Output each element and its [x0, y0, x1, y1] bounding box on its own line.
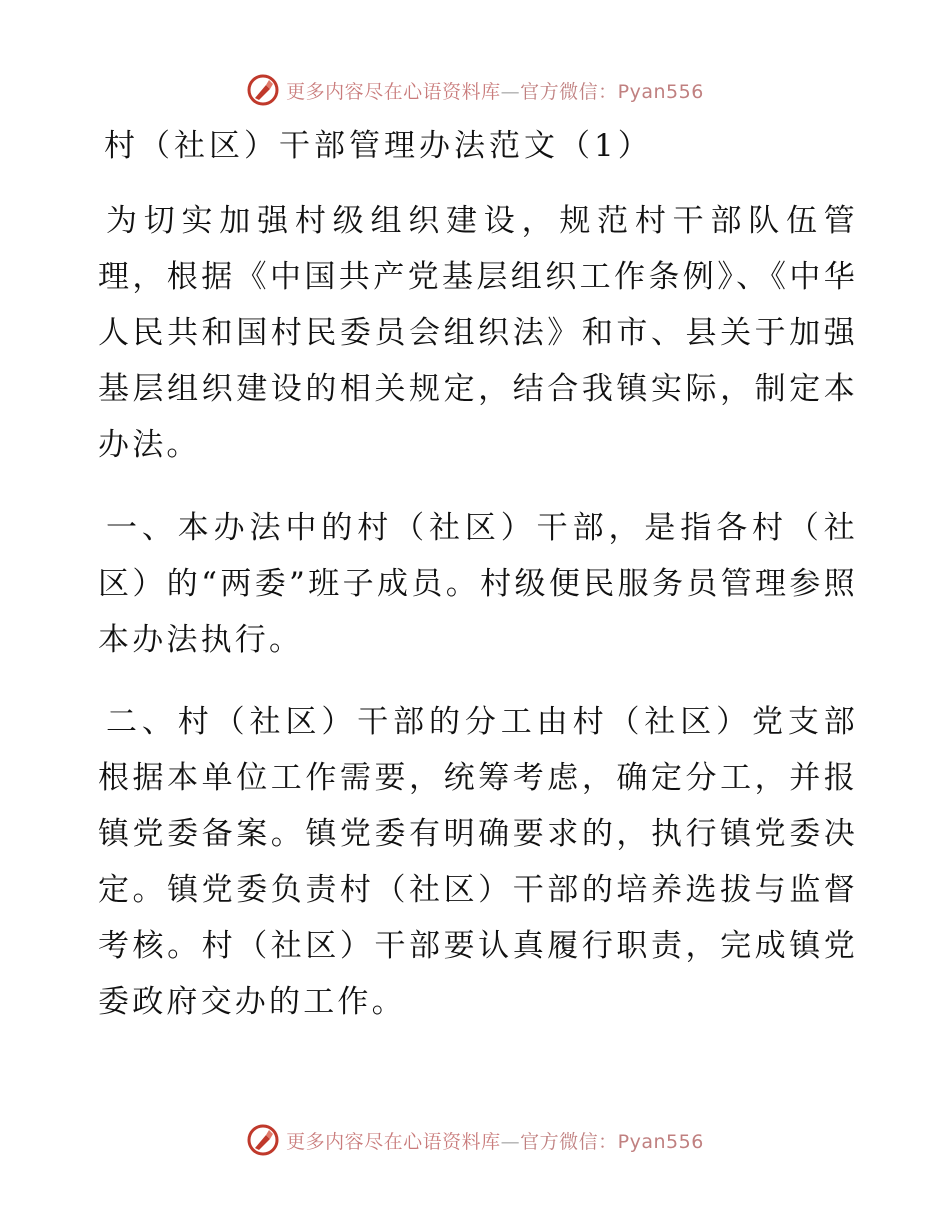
paragraph-section-1: 一、本办法中的村（社区）干部，是指各村（社区）的“两委”班子成员。村级便民服务员管理参照本办法执行。 [98, 510, 858, 658]
watermark-text: 更多内容尽在心语资料库—官方微信：Pyan556 [286, 80, 704, 103]
watermark-text: 更多内容尽在心语资料库—官方微信：Pyan556 [286, 1130, 704, 1153]
pen-nib-logo-icon [246, 73, 280, 107]
footer-watermark [0, 1120, 950, 1160]
header-watermark [0, 70, 950, 110]
document-title: 村（社区）干部管理办法范文（1） [104, 128, 653, 164]
paragraph-section-2: 二、村（社区）干部的分工由村（社区）党支部根据本单位工作需要，统筹考虑，确定分工，并报镇党委备案。镇党委有明确要求的，执行镇党委决定。镇党委负责村（社区）干部的培养选拔与监督考核。村（社区）干部要认真履行职责，完成镇党委政府交办的工作。 [98, 704, 858, 1020]
paragraph-intro: 为切实加强村级组织建设，规范村干部队伍管理，根据《中国共产党基层组织工作条例》、《中华人民共和国村民委员会组织法》和市、县关于加强基层组织建设的相关规定，结合我镇实际，制定本办法。 [98, 203, 858, 463]
pen-nib-logo-icon [246, 1123, 280, 1157]
